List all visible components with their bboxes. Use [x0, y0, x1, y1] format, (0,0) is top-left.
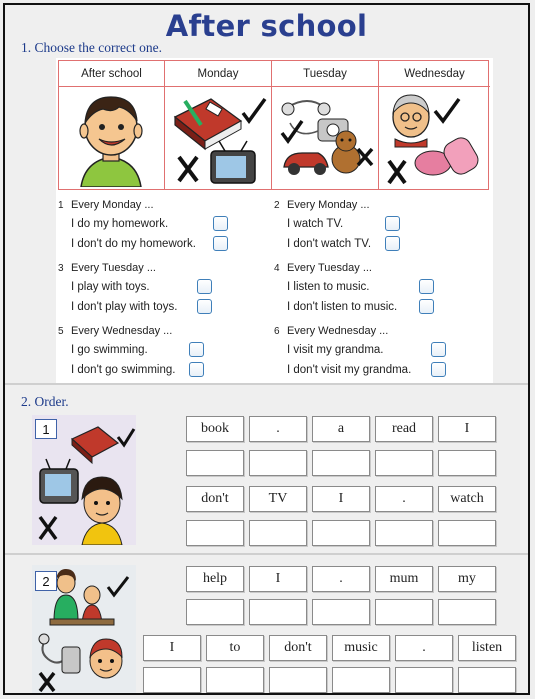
- word-tile[interactable]: I: [438, 416, 496, 442]
- word-tile[interactable]: .: [249, 416, 307, 442]
- word-tile[interactable]: a: [312, 416, 370, 442]
- question-1: [58, 196, 233, 254]
- question-4: [274, 259, 449, 317]
- question-number: 2: [274, 200, 280, 211]
- boy-face-icon: [73, 91, 149, 187]
- option-checkbox[interactable]: [419, 299, 434, 314]
- option-checkbox[interactable]: [419, 279, 434, 294]
- option-text: I don't watch TV.: [287, 238, 372, 250]
- column-after-school: [59, 61, 165, 189]
- column-wednesday: [379, 61, 490, 189]
- answer-slot[interactable]: [438, 599, 496, 625]
- word-tile[interactable]: .: [395, 635, 453, 661]
- grandma-and-swimming-icon: [385, 91, 485, 187]
- option-checkbox[interactable]: [189, 342, 204, 357]
- option-checkbox[interactable]: [213, 236, 228, 251]
- answer-slot[interactable]: [143, 667, 201, 693]
- option-text: I visit my grandma.: [287, 344, 384, 356]
- column-header: Monday: [165, 61, 271, 87]
- word-tile[interactable]: help: [186, 566, 244, 592]
- option-checkbox[interactable]: [189, 362, 204, 377]
- option-checkbox[interactable]: [385, 216, 400, 231]
- option-checkbox[interactable]: [385, 236, 400, 251]
- answer-slot[interactable]: [458, 667, 516, 693]
- answer-slot[interactable]: [186, 520, 244, 546]
- option-text: I don't go swimming.: [71, 364, 176, 376]
- answer-slot[interactable]: [312, 450, 370, 476]
- column-header: Tuesday: [272, 61, 378, 87]
- option-text: I don't listen to music.: [287, 301, 398, 313]
- word-tile[interactable]: music: [332, 635, 390, 661]
- schedule-table: [58, 60, 489, 190]
- answer-slot[interactable]: [395, 667, 453, 693]
- section-divider: [5, 553, 530, 555]
- question-number: 3: [58, 263, 64, 274]
- word-tile[interactable]: I: [143, 635, 201, 661]
- option-checkbox[interactable]: [431, 362, 446, 377]
- question-prompt: Every Tuesday ...: [71, 262, 156, 274]
- answer-slot[interactable]: [269, 667, 327, 693]
- word-tile[interactable]: watch: [438, 486, 496, 512]
- answer-slot[interactable]: [438, 520, 496, 546]
- word-tile[interactable]: I: [312, 486, 370, 512]
- option-text: I don't do my homework.: [71, 238, 196, 250]
- option-text: I do my homework.: [71, 218, 169, 230]
- answer-slot[interactable]: [206, 667, 264, 693]
- answer-slot[interactable]: [438, 450, 496, 476]
- word-tile[interactable]: don't: [269, 635, 327, 661]
- column-header: After school: [59, 61, 164, 87]
- option-text: I don't visit my grandma.: [287, 364, 412, 376]
- answer-slot[interactable]: [312, 599, 370, 625]
- answer-slot[interactable]: [332, 667, 390, 693]
- word-tile[interactable]: don't: [186, 486, 244, 512]
- word-tile[interactable]: I: [249, 566, 307, 592]
- question-prompt: Every Tuesday ...: [287, 262, 372, 274]
- homework-and-tv-icon: [171, 91, 269, 187]
- word-tile[interactable]: to: [206, 635, 264, 661]
- option-text: I play with toys.: [71, 281, 150, 293]
- word-tile[interactable]: .: [375, 486, 433, 512]
- answer-slot[interactable]: [249, 520, 307, 546]
- option-checkbox[interactable]: [431, 342, 446, 357]
- choose-exercise-card: [56, 58, 493, 384]
- column-header: Wednesday: [379, 61, 490, 87]
- answer-slot[interactable]: [186, 599, 244, 625]
- question-2: [274, 196, 449, 254]
- column-tuesday: [272, 61, 379, 189]
- section-divider: [5, 383, 530, 385]
- option-checkbox[interactable]: [213, 216, 228, 231]
- worksheet-page: [3, 3, 530, 695]
- word-tile[interactable]: read: [375, 416, 433, 442]
- option-text: I watch TV.: [287, 218, 344, 230]
- answer-slot[interactable]: [249, 450, 307, 476]
- option-text: I go swimming.: [71, 344, 148, 356]
- answer-slot[interactable]: [249, 599, 307, 625]
- question-number: 1: [58, 200, 64, 211]
- word-tile[interactable]: mum: [375, 566, 433, 592]
- column-monday: [165, 61, 272, 189]
- word-tile[interactable]: book: [186, 416, 244, 442]
- word-tile[interactable]: TV: [249, 486, 307, 512]
- word-tile[interactable]: listen: [458, 635, 516, 661]
- question-number: 6: [274, 326, 280, 337]
- question-prompt: Every Monday ...: [71, 199, 154, 211]
- word-tile[interactable]: .: [312, 566, 370, 592]
- answer-slot[interactable]: [186, 450, 244, 476]
- option-checkbox[interactable]: [197, 299, 212, 314]
- question-number: 4: [274, 263, 280, 274]
- option-text: I don't play with toys.: [71, 301, 178, 313]
- section-2-label: 2. Order.: [21, 394, 69, 409]
- answer-slot[interactable]: [375, 599, 433, 625]
- item-number: 2: [35, 571, 57, 591]
- option-checkbox[interactable]: [197, 279, 212, 294]
- question-5: [58, 322, 233, 380]
- question-6: [274, 322, 474, 380]
- question-prompt: Every Wednesday ...: [71, 325, 173, 337]
- section-1-label: 1. Choose the correct one.: [21, 40, 162, 55]
- question-prompt: Every Wednesday ...: [287, 325, 389, 337]
- page-title: After school: [165, 9, 368, 43]
- answer-slot[interactable]: [312, 520, 370, 546]
- word-tile[interactable]: my: [438, 566, 496, 592]
- question-prompt: Every Monday ...: [287, 199, 370, 211]
- question-number: 5: [58, 326, 64, 337]
- question-3: [58, 259, 233, 317]
- item-number: 1: [35, 419, 57, 439]
- option-text: I listen to music.: [287, 281, 370, 293]
- music-and-toys-icon: [278, 91, 376, 187]
- answer-slot[interactable]: [375, 450, 433, 476]
- answer-slot[interactable]: [375, 520, 433, 546]
